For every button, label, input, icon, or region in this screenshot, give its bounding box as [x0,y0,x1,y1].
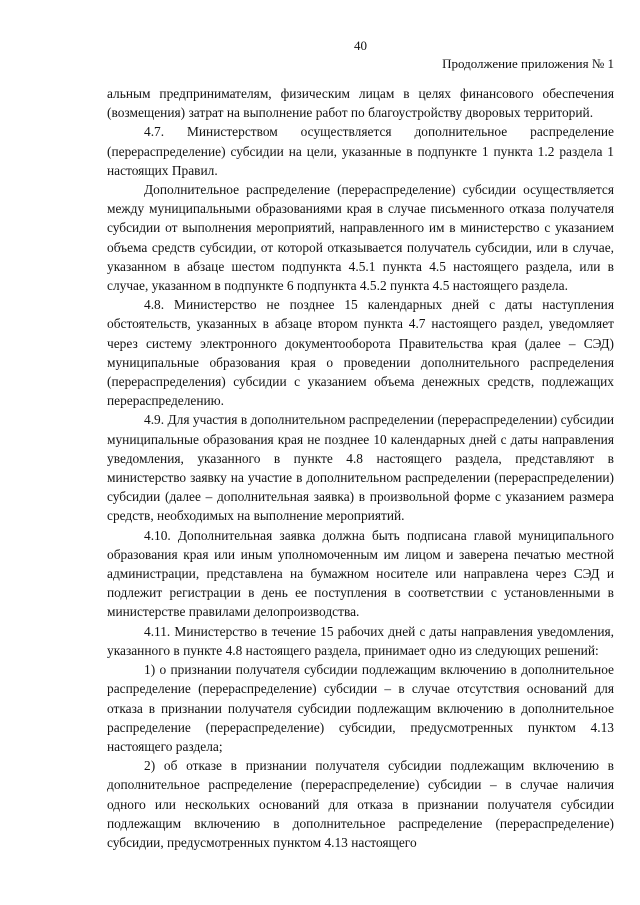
paragraph-4-11: 4.11. Министерство в течение 15 рабочих дней с даты направления уведомления, указанного в пункте 4.8 настоящего раздела, принимает одно из следующих решений: [107,623,614,658]
paragraph-4-7: 4.7. Министерством осуществляется дополнительное распределение (перераспределение) субсидии на цели, указанные в подпункте 1 пункта 1.2 раздела 1 настоящих Правил. [107,124,614,178]
paragraph-decision-1: 1) о признании получателя субсидии подлежащим включению в дополнительное распределение (перераспределение) субсидии – в случае отсутствия оснований для отказа в признании получателя субсидии подлежащим включению в дополнительное распределение (перераспределение) субсидии, предусмотренных пунктом 4.13 настоящего раздела; [107,662,614,754]
paragraph-4-9: 4.9. Для участия в дополнительном распределении (перераспределении) субсидии муниципальные образования края не позднее 10 календарных дней с даты направления уведомления, указанного в пункте 4.8 настоящего раздела, представляют в министерство заявку на участие в дополнительном распределении (перераспределении) субсидии (далее – дополнительная заявка) в произвольной форме с указанием размера средств, необходимых на выполнение мероприятий. [107,412,614,524]
paragraph-4-10: 4.10. Дополнительная заявка должна быть подписана главой муниципального образования края или иным уполномоченным им лицом и заверена печатью местной администрации, представлена на бумажном носителе или направлена через СЭД и подлежит регистрации в день ее поступления в соответствии с установленными в министерстве правилами делопроизводства. [107,527,614,620]
appendix-note: Продолжение приложения № 1 [442,56,614,71]
paragraph-redistribution: Дополнительное распределение (перераспределение) субсидии осуществляется между муниципальными образованиями края в случае письменного отказа получателя субсидии от выполнения мероприятий, направленного им в министерство с указанием объема средств субсидии, от которой отказывается получатель субсидии, или в случае, указанном в абзаце шестом подпункта 4.5.1 пункта 4.5 настоящего раздела, или в случае, указанном в подпункте 6 подпункта 4.5.2 пункта 4.5 настоящего раздела. [107,182,614,294]
document-body [107,84,614,852]
paragraph-continuation: альным предпринимателям, физическим лицам в целях финансового обеспечения (возмещения) затрат на выполнение работ по благоустройству дворовых территорий. [107,86,614,121]
page-number: 40 [354,38,367,53]
paragraph-decision-2: 2) об отказе в признании получателя субсидии подлежащим включению в дополнительное распределение (перераспределение) субсидии – в случае наличия одного или нескольких оснований для отказа в признании получателя субсидии подлежащим включению в дополнительное распределение (перераспределение) субсидии, предусмотренных пунктом 4.13 настоящего [107,758,614,850]
paragraph-4-8: 4.8. Министерство не позднее 15 календарных дней с даты наступления обстоятельств, указанных в абзаце втором пункта 4.7 настоящего раздел, уведомляет через систему электронного документооборота Правительства края (далее – СЭД) муниципальные образования края о проведении дополнительного распределения (перераспределения) субсидии с указанием объема денежных средств, подлежащих перераспределению. [107,297,614,409]
